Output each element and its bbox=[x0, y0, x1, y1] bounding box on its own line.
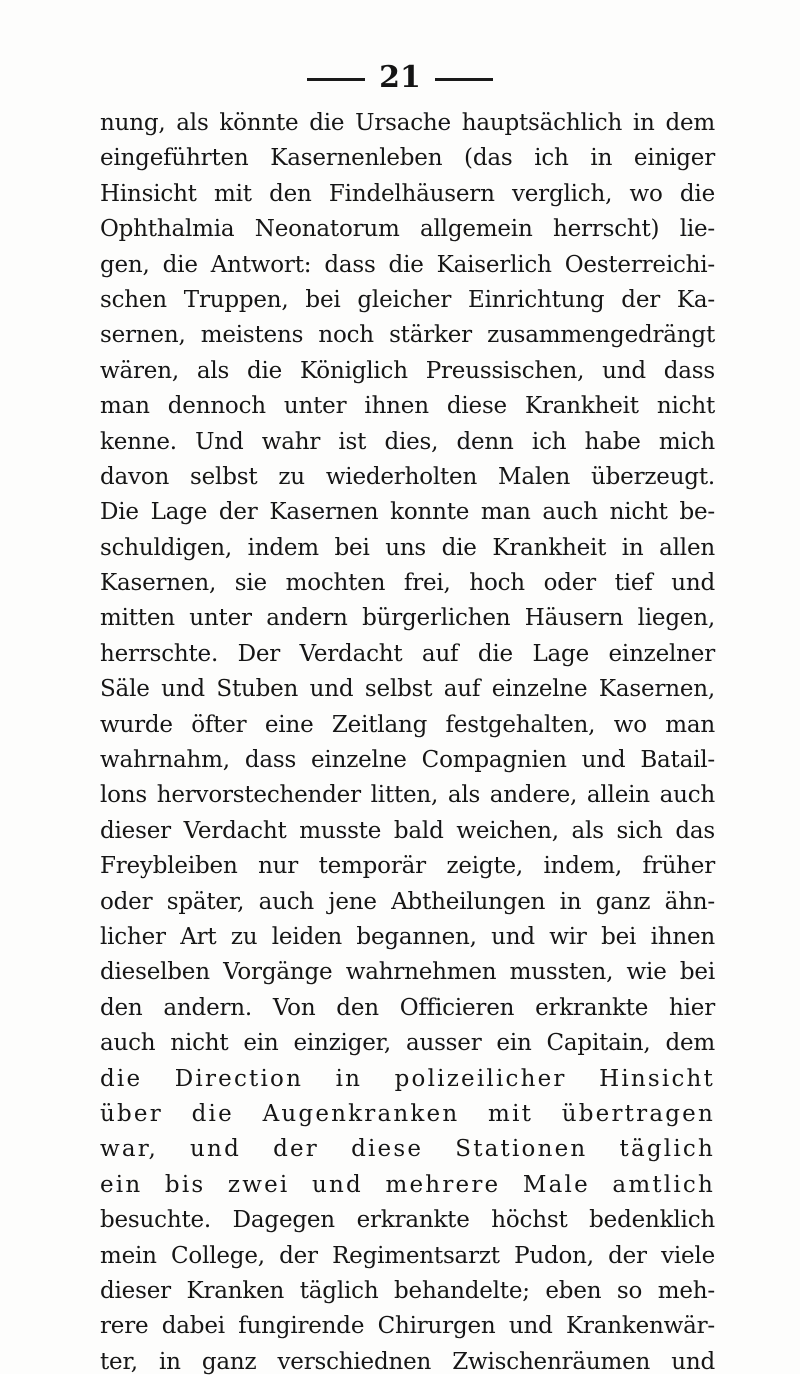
text-line-spaced: über die Augenkranken mit übertragen bbox=[100, 1100, 715, 1127]
text-line: dieselben Vorgänge wahrnehmen mussten, wie bei bbox=[100, 959, 715, 986]
text-line: sernen, meistens noch stärker zusammengedrängt bbox=[100, 322, 715, 349]
text-line: lons hervorstechender litten, als andere, allein auch bbox=[100, 782, 715, 809]
body-text bbox=[100, 106, 715, 1380]
text-line: Ophthalmia Neonatorum allgemein herrscht) lie- bbox=[100, 216, 715, 243]
text-line: schuldigen, indem bei uns die Krankheit in allen bbox=[100, 534, 715, 561]
text-line: den andern. Von den Officieren erkrankte hier bbox=[100, 994, 715, 1021]
text-line: eingeführten Kasernenleben (das ich in einiger bbox=[100, 145, 715, 172]
text-line: mein College, der Regimentsarzt Pudon, der viele bbox=[100, 1242, 715, 1269]
text-line-spaced: war, und der diese Stationen täglich bbox=[100, 1136, 715, 1163]
text-line: oder später, auch jene Abtheilungen in ganz ähn- bbox=[100, 888, 715, 915]
left-rule bbox=[307, 78, 365, 81]
text-line: wurde öfter eine Zeitlang festgehalten, wo man bbox=[100, 711, 715, 738]
text-line: man dennoch unter ihnen diese Krankheit nicht bbox=[100, 393, 715, 420]
text-line: dieser Verdacht musste bald weichen, als sich das bbox=[100, 817, 715, 844]
text-line: kenne. Und wahr ist dies, denn ich habe mich bbox=[100, 428, 715, 455]
text-line: wären, als die Königlich Preussischen, und dass bbox=[100, 357, 715, 384]
text-line: Freybleiben nur temporär zeigte, indem, früher bbox=[100, 853, 715, 880]
text-line: dieser Kranken täglich behandelte; eben so meh- bbox=[100, 1277, 715, 1304]
text-line: rere dabei fungirende Chirurgen und Krankenwär- bbox=[100, 1313, 715, 1340]
text-line: mitten unter andern bürgerlichen Häusern liegen, bbox=[100, 605, 715, 632]
page-number: 21 bbox=[379, 60, 421, 95]
text-line: schen Truppen, bei gleicher Einrichtung der Ka- bbox=[100, 286, 715, 313]
text-line: davon selbst zu wiederholten Malen überzeugt. bbox=[100, 463, 715, 490]
page-header bbox=[0, 60, 800, 96]
text-line: Kasernen, sie mochten frei, hoch oder tief und bbox=[100, 570, 715, 597]
text-line: ter, in ganz verschiednen Zwischenräumen und bbox=[100, 1348, 715, 1375]
text-line: wahrnahm, dass einzelne Compagnien und Batail- bbox=[100, 747, 715, 774]
text-line: besuchte. Dagegen erkrankte höchst bedenklich bbox=[100, 1207, 715, 1234]
text-line: Hinsicht mit den Findelhäusern verglich, wo die bbox=[100, 180, 715, 207]
text-line: nung, als könnte die Ursache hauptsächlich in dem bbox=[100, 110, 715, 136]
text-line-spaced: die Direction in polizeilicher Hinsicht bbox=[100, 1065, 715, 1092]
right-rule bbox=[435, 78, 493, 81]
text-line: herrschte. Der Verdacht auf die Lage einzelner bbox=[100, 640, 715, 667]
text-line: Säle und Stuben und selbst auf einzelne Kasernen, bbox=[100, 676, 715, 703]
text-line: gen, die Antwort: dass die Kaiserlich Oesterreichi- bbox=[100, 251, 715, 278]
text-line: licher Art zu leiden begannen, und wir bei ihnen bbox=[100, 923, 715, 950]
text-line-spaced: ein bis zwei und mehrere Male amtlich bbox=[100, 1171, 715, 1198]
text-line: Die Lage der Kasernen konnte man auch nicht be- bbox=[100, 499, 715, 526]
text-line: auch nicht ein einziger, ausser ein Capitain, dem bbox=[100, 1030, 715, 1057]
